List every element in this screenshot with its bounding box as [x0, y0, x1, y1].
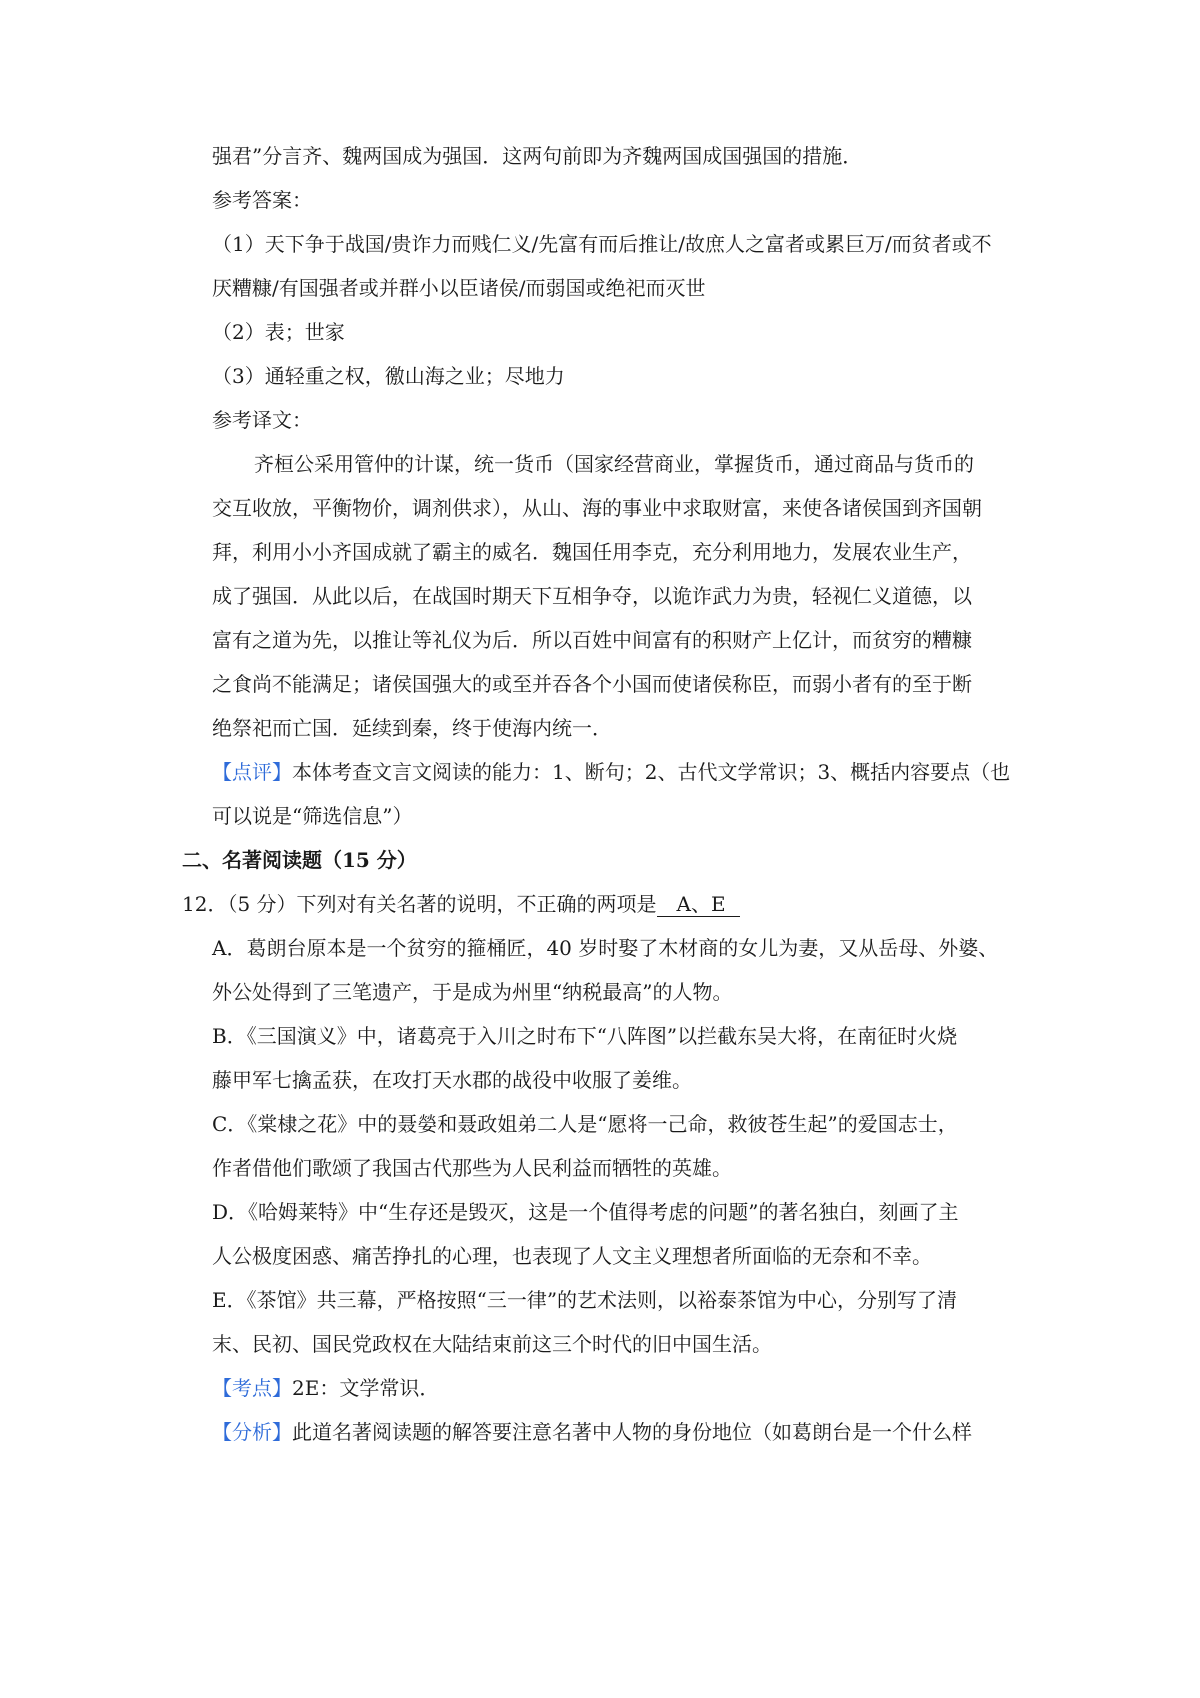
analysis-tag: 【分析】 [212, 1420, 292, 1444]
reference-translation-heading: 参考译文： [212, 408, 312, 432]
reference-answer-heading: 参考答案： [212, 188, 312, 212]
answer-item-1: （1）天下争于战国/贵诈力而贱仁义/先富有而后推让/故庶人之富者或累巨万/而贫者或不 [212, 232, 992, 256]
test-point-text: 2E：文学常识． [292, 1376, 440, 1400]
text-line: 强君”分言齐、魏两国成为强国．这两句前即为齐魏两国成国强国的措施． [212, 144, 863, 168]
option-a-cont: 外公处得到了三笔遗产，于是成为州里“纳税最高”的人物。 [212, 980, 733, 1004]
answer-item-1-cont: 厌糟糠/有国强者或并群小以臣诸侯/而弱国或绝祀而灭世 [212, 276, 706, 300]
translation-line: 绝祭祀而亡国．延续到秦，终于使海内统一． [212, 716, 612, 740]
translation-line: 富有之道为先，以推让等礼仪为后．所以百姓中间富有的积财产上亿计，而贫穷的糟糠 [212, 628, 972, 652]
option-a: A．葛朗台原本是一个贫穷的箍桶匠，40 岁时娶了木材商的女儿为妻，又从岳母、外婆、 [212, 936, 999, 960]
comment-tag: 【点评】 [212, 760, 292, 784]
option-b-cont: 藤甲军七擒孟获，在攻打天水郡的战役中收服了姜维。 [212, 1068, 692, 1092]
section-heading: 二、名著阅读题（15 分） [182, 848, 417, 872]
analysis-text: 此道名著阅读题的解答要注意名著中人物的身份地位（如葛朗台是一个什么样 [292, 1420, 972, 1444]
translation-line: 之食尚不能满足；诸侯国强大的或至并吞各个小国而使诸侯称臣，而弱小者有的至于断 [212, 672, 972, 696]
question-12-stem: 12．（5 分）下列对有关名著的说明，不正确的两项是 [182, 892, 657, 916]
option-d-cont: 人公极度困惑、痛苦挣扎的心理，也表现了人文主义理想者所面临的无奈和不幸。 [212, 1244, 932, 1268]
test-point-line [212, 1374, 439, 1402]
translation-line: 齐桓公采用管仲的计谋，统一货币（国家经营商业，掌握货币，通过商品与货币的 [254, 452, 974, 476]
question-12-answer: A、E [657, 892, 740, 917]
option-e: E．《茶馆》共三幕，严格按照“三一律”的艺术法则，以裕泰茶馆为中心，分别写了清 [212, 1288, 958, 1312]
answer-item-3: （3）通轻重之权，徼山海之业；尽地力 [212, 364, 565, 388]
translation-line: 拜，利用小小齐国成就了霸主的威名．魏国任用李克，充分利用地力，发展农业生产， [212, 540, 972, 564]
question-12 [182, 890, 740, 918]
comment-line-cont: 可以说是“筛选信息”） [212, 804, 413, 828]
option-c: C．《棠棣之花》中的聂嫈和聂政姐弟二人是“愿将一己命，救彼苍生起”的爱国志士， [212, 1112, 958, 1136]
translation-line: 交互收放，平衡物价，调剂供求），从山、海的事业中求取财富，来使各诸侯国到齐国朝 [212, 496, 982, 520]
comment-text: 本体考查文言文阅读的能力：1、断句；2、古代文学常识；3、概括内容要点（也 [292, 760, 1011, 784]
translation-line: 成了强国．从此以后，在战国时期天下互相争夺，以诡诈武力为贵，轻视仁义道德，以 [212, 584, 972, 608]
option-b: B．《三国演义》中，诸葛亮于入川之时布下“八阵图”以拦截东吴大将，在南征时火烧 [212, 1024, 958, 1048]
option-e-cont: 末、民初、国民党政权在大陆结束前这三个时代的旧中国生活。 [212, 1332, 772, 1356]
test-point-tag: 【考点】 [212, 1376, 292, 1400]
comment-line [212, 758, 1010, 786]
option-d: D．《哈姆莱特》中“生存还是毁灭，这是一个值得考虑的问题”的著名独白，刻画了主 [212, 1200, 959, 1224]
analysis-line [212, 1418, 972, 1446]
option-c-cont: 作者借他们歌颂了我国古代那些为人民利益而牺牲的英雄。 [212, 1156, 732, 1180]
answer-item-2: （2）表；世家 [212, 320, 345, 344]
